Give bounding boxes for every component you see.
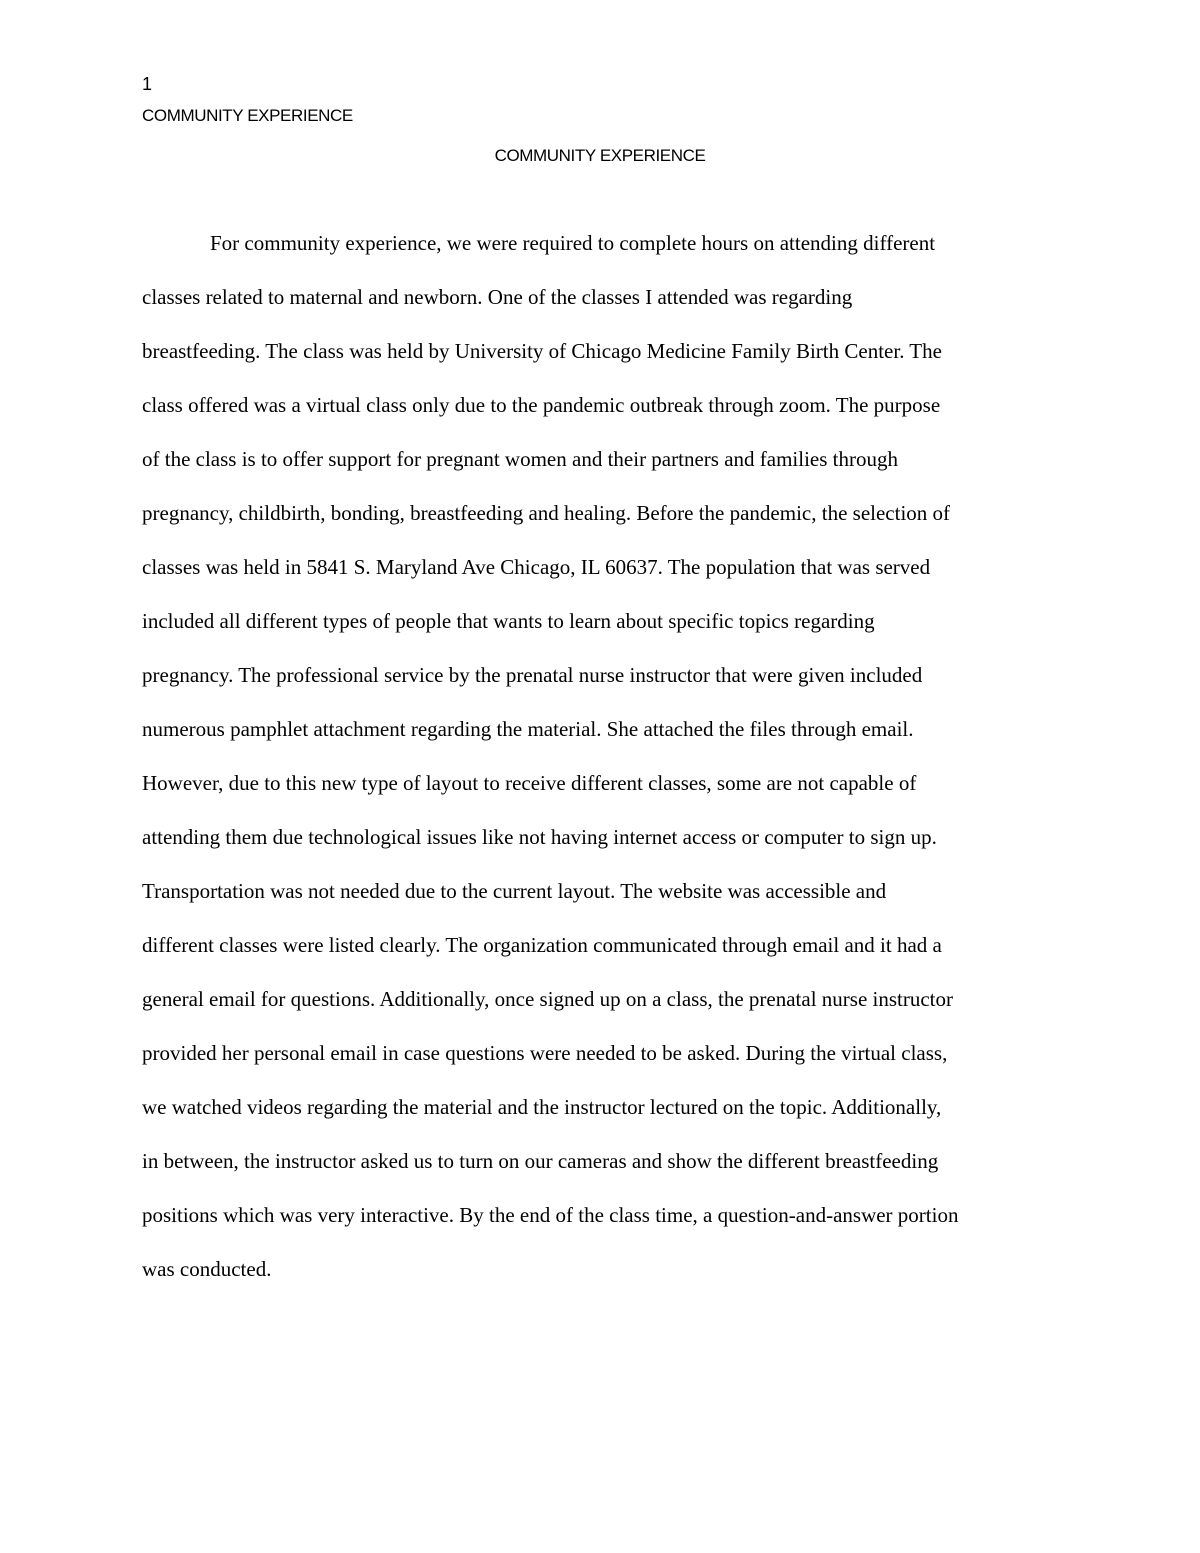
paragraph-line: provided her personal email in case questions were needed to be asked. During the virtual class, [142, 1041, 948, 1065]
paragraph-line: positions which was very interactive. By the end of the class time, a question-and-answer portion [142, 1203, 959, 1227]
paragraph-line: classes related to maternal and newborn. One of the classes I attended was regarding [142, 285, 853, 309]
paragraph-line: included all different types of people that wants to learn about specific topics regarding [142, 609, 875, 633]
paragraph-line: we watched videos regarding the material and the instructor lectured on the topic. Additionally, [142, 1095, 942, 1119]
body-paragraph [142, 216, 1062, 1296]
paragraph-line: For community experience, we were required to complete hours on attending different [210, 231, 936, 255]
paragraph-line: classes was held in 5841 S. Maryland Ave Chicago, IL 60637. The population that was served [142, 555, 931, 579]
document-title: COMMUNITY EXPERIENCE [494, 146, 706, 165]
paragraph-line: of the class is to offer support for pregnant women and their partners and families through [142, 447, 898, 471]
paragraph-line: in between, the instructor asked us to turn on our cameras and show the different breastfeeding [142, 1149, 939, 1173]
paragraph-line: pregnancy, childbirth, bonding, breastfeeding and healing. Before the pandemic, the selection of [142, 501, 951, 525]
running-head: COMMUNITY EXPERIENCE [142, 106, 353, 125]
paragraph-line: was conducted. [142, 1257, 272, 1281]
paragraph-line: pregnancy. The professional service by the prenatal nurse instructor that were given included [142, 663, 923, 687]
paragraph-line: class offered was a virtual class only due to the pandemic outbreak through zoom. The purpose [142, 393, 941, 417]
paragraph-line: breastfeeding. The class was held by University of Chicago Medicine Family Birth Center. The [142, 339, 942, 363]
paragraph-line: However, due to this new type of layout to receive different classes, some are not capable of [142, 771, 917, 795]
page-number: 1 [142, 74, 153, 94]
paragraph-line: numerous pamphlet attachment regarding the material. She attached the files through email. [142, 717, 914, 741]
paragraph-line: different classes were listed clearly. The organization communicated through email and it had a [142, 933, 942, 957]
paragraph-line: Transportation was not needed due to the current layout. The website was accessible and [142, 879, 887, 903]
paragraph-line: general email for questions. Additionally, once signed up on a class, the prenatal nurse instructor [142, 987, 954, 1011]
paragraph-line: attending them due technological issues like not having internet access or computer to sign up. [142, 825, 937, 849]
